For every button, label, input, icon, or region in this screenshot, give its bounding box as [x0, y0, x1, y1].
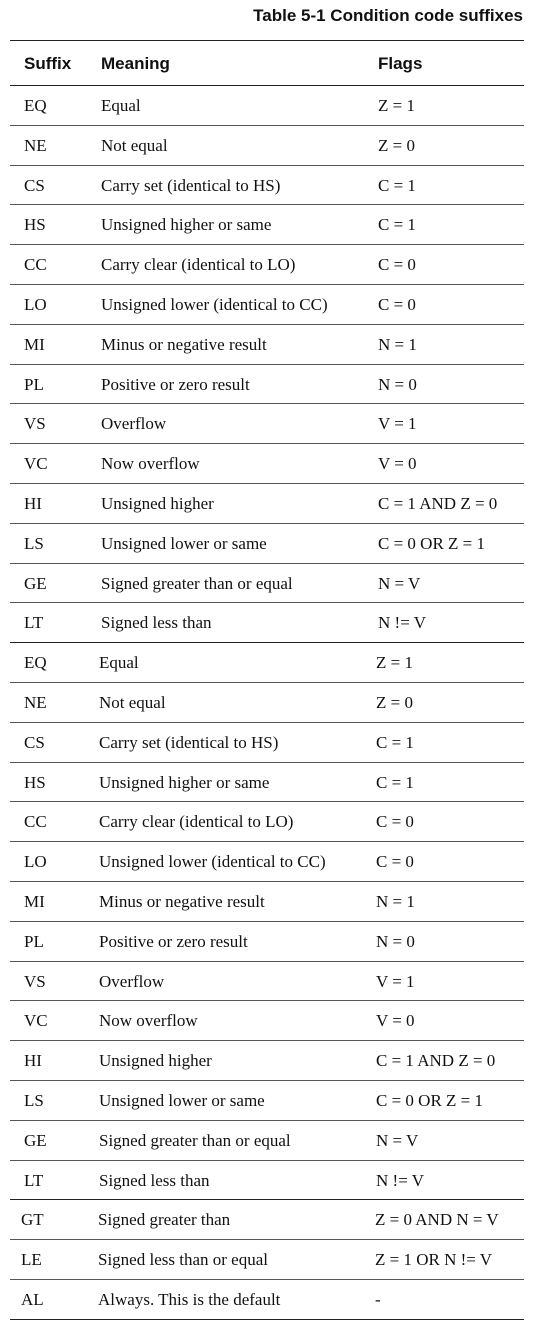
cell-meaning: Signed less than — [99, 1170, 210, 1190]
table-row — [10, 365, 524, 405]
cell-flags: C = 0 — [376, 812, 414, 832]
table-row — [10, 1280, 524, 1320]
table-row — [10, 1200, 524, 1240]
table-row — [10, 404, 524, 444]
cell-meaning: Unsigned lower (identical to CC) — [99, 852, 326, 872]
cell-suffix: NE — [24, 135, 47, 155]
row-group — [10, 1200, 524, 1319]
cell-meaning: Unsigned higher — [101, 493, 214, 513]
cell-meaning: Minus or negative result — [101, 334, 267, 354]
cell-suffix: MI — [24, 334, 45, 354]
cell-suffix: LS — [24, 533, 44, 553]
cell-flags: C = 0 — [378, 294, 416, 314]
table-row — [10, 1001, 524, 1041]
cell-flags: C = 1 AND Z = 0 — [376, 1051, 496, 1071]
cell-meaning: Unsigned higher or same — [99, 772, 270, 792]
table-row — [10, 603, 524, 643]
cell-flags: C = 0 OR Z = 1 — [376, 1090, 484, 1110]
cell-meaning: Carry set (identical to HS) — [101, 175, 281, 195]
cell-flags: V = 1 — [376, 971, 415, 991]
cell-suffix: VC — [24, 454, 48, 474]
cell-flags: C = 0 — [376, 852, 414, 872]
cell-meaning: Unsigned lower or same — [101, 533, 267, 553]
cell-suffix: LT — [24, 613, 44, 633]
table-row — [10, 1121, 524, 1161]
cell-meaning: Carry clear (identical to LO) — [101, 255, 296, 275]
cell-flags: V = 0 — [378, 454, 417, 474]
cell-flags: C = 1 — [378, 175, 416, 195]
cell-meaning: Positive or zero result — [99, 931, 248, 951]
table-row — [10, 1240, 524, 1280]
row-group — [10, 86, 524, 643]
cell-flags: N = 0 — [378, 374, 417, 394]
header-meaning: Meaning — [101, 54, 170, 73]
cell-suffix: CC — [24, 255, 47, 275]
cell-flags: C = 1 AND Z = 0 — [378, 493, 498, 513]
table-row — [10, 86, 524, 126]
table-row — [10, 962, 524, 1002]
cell-flags: C = 1 — [376, 772, 414, 792]
condition-code-table — [10, 40, 524, 1320]
table-row — [10, 723, 524, 763]
cell-flags: V = 0 — [376, 1011, 415, 1031]
cell-meaning: Equal — [101, 96, 141, 115]
table-row — [10, 643, 524, 683]
cell-meaning: Signed greater than or equal — [99, 1130, 291, 1150]
cell-suffix: MI — [24, 891, 45, 911]
cell-meaning: Unsigned lower or same — [99, 1090, 265, 1110]
cell-flags: C = 0 — [378, 255, 416, 275]
row-group — [10, 643, 524, 1200]
cell-meaning: Carry set (identical to HS) — [99, 732, 279, 752]
cell-suffix: CS — [24, 175, 45, 195]
cell-meaning: Carry clear (identical to LO) — [99, 812, 294, 832]
table-row — [10, 882, 524, 922]
cell-suffix: GE — [24, 1130, 47, 1150]
table-row — [10, 444, 524, 484]
cell-flags: - — [375, 1289, 381, 1309]
cell-flags: N = V — [376, 1130, 419, 1150]
cell-flags: Z = 1 OR N != V — [375, 1250, 493, 1270]
cell-meaning: Unsigned lower (identical to CC) — [101, 294, 328, 314]
table-row — [10, 166, 524, 206]
table-row — [10, 1161, 524, 1201]
cell-meaning: Unsigned higher or same — [101, 215, 272, 235]
table-row — [10, 484, 524, 524]
cell-meaning: Not equal — [99, 692, 166, 712]
table-row — [10, 1041, 524, 1081]
cell-flags: Z = 0 — [376, 692, 413, 712]
cell-meaning: Overflow — [99, 971, 165, 991]
table-row — [10, 245, 524, 285]
cell-meaning: Signed less than or equal — [98, 1250, 268, 1270]
table-row — [10, 842, 524, 882]
cell-suffix: PL — [24, 374, 44, 394]
table-row — [10, 922, 524, 962]
cell-suffix: LE — [21, 1250, 42, 1270]
cell-flags: Z = 1 — [378, 96, 415, 115]
cell-suffix: NE — [24, 692, 47, 712]
cell-suffix: PL — [24, 931, 44, 951]
cell-suffix: LT — [24, 1170, 44, 1190]
cell-flags: N = 0 — [376, 931, 415, 951]
cell-meaning: Not equal — [101, 135, 168, 155]
cell-suffix: CS — [24, 732, 45, 752]
cell-flags: N = 1 — [376, 891, 415, 911]
table-header-row — [10, 40, 524, 86]
cell-flags: N = 1 — [378, 334, 417, 354]
cell-flags: Z = 1 — [376, 653, 413, 673]
table-row — [10, 126, 524, 166]
cell-suffix: HI — [24, 1051, 42, 1071]
cell-suffix: EQ — [24, 653, 47, 673]
header-flags: Flags — [378, 54, 423, 73]
cell-flags: C = 0 OR Z = 1 — [378, 533, 486, 553]
table-row — [10, 285, 524, 325]
cell-meaning: Now overflow — [101, 454, 200, 474]
cell-suffix: HI — [24, 493, 42, 513]
cell-suffix: CC — [24, 812, 47, 832]
cell-meaning: Signed less than — [101, 613, 212, 633]
cell-meaning: Positive or zero result — [101, 374, 250, 394]
table-row — [10, 683, 524, 723]
cell-flags: Z = 0 AND N = V — [375, 1210, 499, 1230]
table-row — [10, 524, 524, 564]
cell-flags: N = V — [378, 573, 421, 593]
table-row — [10, 1081, 524, 1121]
cell-flags: C = 1 — [376, 732, 414, 752]
table-row — [10, 763, 524, 803]
cell-flags: Z = 0 — [378, 135, 415, 155]
cell-suffix: LS — [24, 1090, 44, 1110]
cell-suffix: GT — [21, 1210, 44, 1230]
cell-meaning: Always. This is the default — [98, 1289, 281, 1309]
cell-flags: V = 1 — [378, 414, 417, 434]
cell-meaning: Now overflow — [99, 1011, 198, 1031]
cell-meaning: Overflow — [101, 414, 167, 434]
table-row — [10, 205, 524, 245]
cell-suffix: VS — [24, 971, 46, 991]
cell-meaning: Equal — [99, 653, 139, 673]
cell-suffix: HS — [24, 215, 46, 235]
cell-meaning: Signed greater than or equal — [101, 573, 293, 593]
cell-suffix: AL — [21, 1289, 44, 1309]
cell-meaning: Signed greater than — [98, 1210, 231, 1230]
table-body — [10, 86, 524, 1320]
cell-suffix: GE — [24, 573, 47, 593]
cell-flags: N != V — [378, 613, 426, 633]
cell-flags: N != V — [376, 1170, 424, 1190]
table-row — [10, 802, 524, 842]
table-caption: Table 5-1 Condition code suffixes — [253, 6, 523, 25]
cell-flags: C = 1 — [378, 215, 416, 235]
cell-suffix: VC — [24, 1011, 48, 1031]
cell-meaning: Unsigned higher — [99, 1051, 212, 1071]
cell-suffix: VS — [24, 414, 46, 434]
header-suffix: Suffix — [24, 54, 72, 73]
cell-suffix: LO — [24, 852, 47, 872]
cell-suffix: HS — [24, 772, 46, 792]
table-row — [10, 325, 524, 365]
table-row — [10, 564, 524, 604]
cell-suffix: LO — [24, 294, 47, 314]
cell-meaning: Minus or negative result — [99, 891, 265, 911]
cell-suffix: EQ — [24, 96, 47, 115]
